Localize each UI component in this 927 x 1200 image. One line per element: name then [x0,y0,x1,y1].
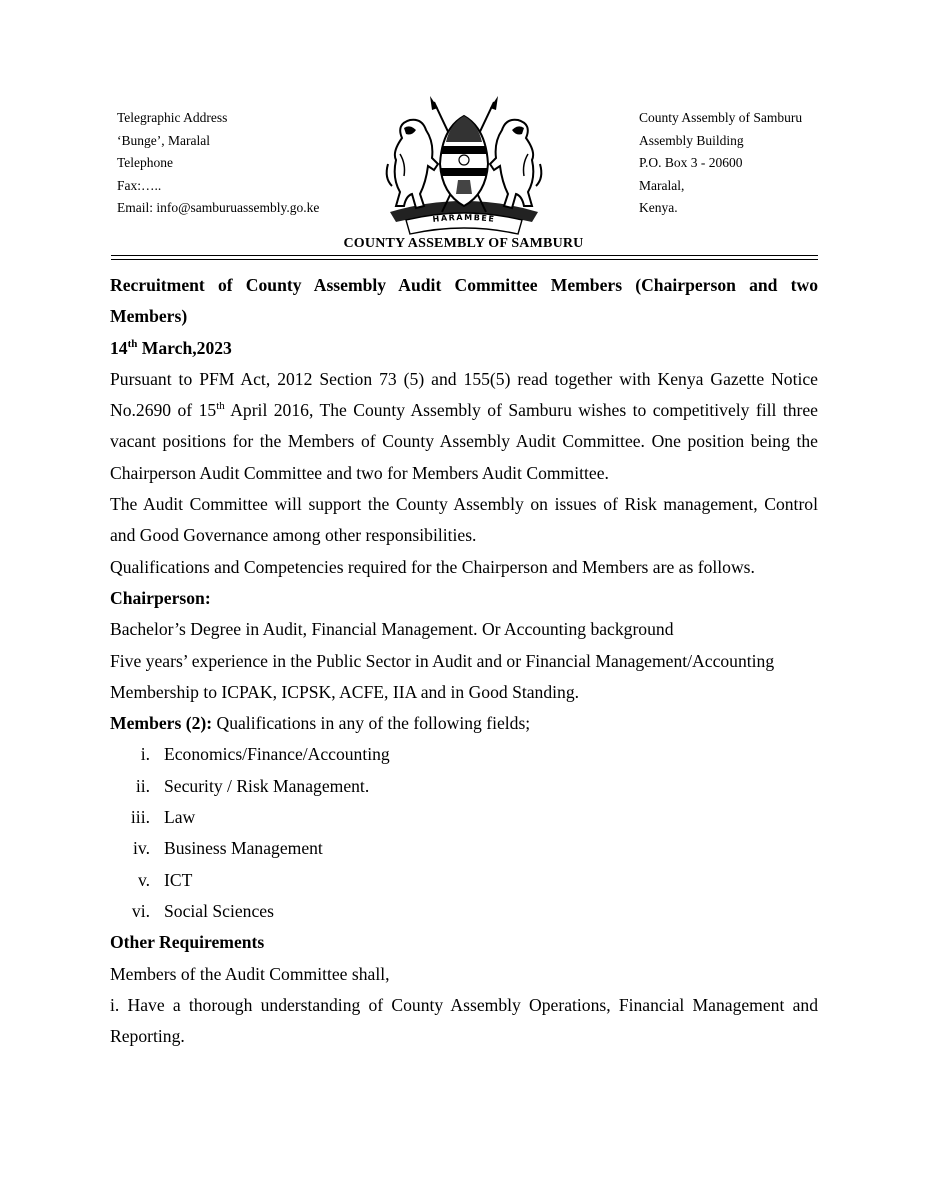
address-line-2: Assembly Building [639,132,744,148]
other-requirements-heading: Other Requirements [110,932,265,953]
support-line-2: and Good Governance among other responsibilities. [110,525,477,546]
other-requirements-intro: Members of the Audit Committee shall, [110,963,390,984]
telegraphic-address-label: Telegraphic Address [117,110,228,125]
intro-line-4: Chairperson Audit Committee and two for Members Audit Committee. [110,462,609,483]
assembly-name-heading: COUNTY ASSEMBLY OF SAMBURU [343,236,584,251]
address-line-3: P.O. Box 3 - 20600 [639,155,743,170]
qualifications-intro: Qualifications and Competencies required for the Chairperson and Members are as follows. [110,556,755,577]
members-line [110,708,818,739]
address-line-5: Kenya. [639,200,678,215]
svg-text:HARAMBEE: HARAMBEE [432,212,496,224]
list-item: i. Economics/Finance/Accounting [140,744,390,765]
document-date: 14th March,2023 [110,337,232,358]
requirement-1-line-2: Reporting. [110,1026,185,1047]
chairperson-heading: Chairperson: [110,587,211,608]
requirement-1-line-1: i. Have a thorough understanding of County Assembly Operations, Financial Management and [110,994,818,1015]
fax-label: Fax:….. [117,177,162,193]
list-item: vi. Social Sciences [131,900,274,921]
intro-line-3: vacant positions for the Members of County Assembly Audit Committee. One position being the [110,431,818,452]
list-item: iv. Business Management [133,838,323,859]
list-item: ii. Security / Risk Management. [135,775,370,796]
telegraphic-address-value: ‘Bunge’, Maralal [117,132,210,148]
list-item: iii. Law [130,807,196,828]
letterhead-divider [111,255,818,256]
qualification-fields-list [110,739,818,927]
support-line-1: The Audit Committee will support the County Assembly on issues of Risk management, Control [110,494,818,515]
email-address: Email: info@samburuassembly.go.ke [117,200,320,215]
chairperson-requirement: Bachelor’s Degree in Audit, Financial Management. Or Accounting background [110,619,674,640]
intro-line-2: No.2690 of 15th April 2016, The County Assembly of Samburu wishes to competitively fill three [110,400,818,421]
letterhead-left-contacts [117,107,319,220]
chairperson-requirement: Five years’ experience in the Public Sector in Audit and or Financial Management/Accounting [110,650,775,671]
chairperson-requirement: Membership to ICPAK, ICPSK, ACFE, IIA and in Good Standing. [110,681,580,702]
intro-line-1: Pursuant to PFM Act, 2012 Section 73 (5) and 155(5) read together with Kenya Gazette Notice [110,368,818,389]
members-intro: Qualifications in any of the following fields; [212,713,531,734]
letterhead-divider-thick [111,259,818,260]
letterhead-right-address [639,107,802,220]
address-line-4: Maralal, [639,177,685,193]
list-item: v. ICT [137,869,193,890]
members-heading: Members (2): [110,713,213,734]
document-title-line-2: Members) [110,306,188,327]
telephone-label: Telephone [117,155,174,170]
address-line-1: County Assembly of Samburu [639,110,803,125]
document-body [110,270,818,1052]
kenya-coat-of-arms-icon [376,94,552,240]
document-title-line-1: Recruitment of County Assembly Audit Committee Members (Chairperson and two [110,275,818,295]
